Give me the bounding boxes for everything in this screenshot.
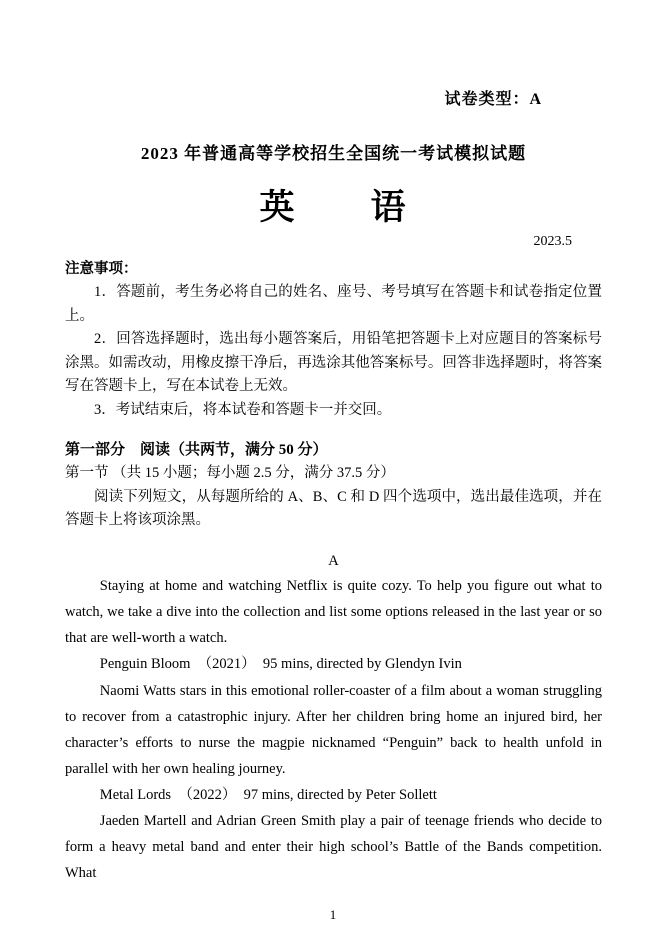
passage-intro-paragraph: Staying at home and watching Netflix is quite cozy. To help you figure out what to watch, we take a dive into the collection and list some options released in the last year or so that are well-worth a watch. [65,578,602,647]
movie-title-metal-lords: Metal Lords （2022） 97 mins, directed by Peter Sollett [99,786,437,803]
notice-item-2: 2．回答选择题时，选出每小题答案后，用铅笔把答题卡上对应题目的答案标号涂黑。如需改动，用橡皮擦干净后，再选涂其他答案标号。回答非选择题时，将答案写在答题卡上，写在本试卷上无效。 [65,331,602,395]
exam-date: 2023.5 [533,234,572,249]
movie-description-penguin-bloom: Naomi Watts stars in this emotional roller-coaster of a film about a woman struggling to recover from a catastrophic injury. After her children bring home an injured bird, her character’s efforts to nurse the magpie nicknamed “Penguin” back to health unfold in parallel with her own healing journey. [65,682,602,777]
exam-title: 2023 年普通高等学校招生全国统一考试模拟试题 [140,144,527,163]
part-one-heading: 第一部分 阅读（共两节，满分 50 分） [65,442,328,459]
movie-description-metal-lords: Jaeden Martell and Adrian Green Smith play a pair of teenage friends who decide to form a heavy metal band and enter their high school’s Battle of the Bands competition. What [65,812,602,882]
paper-type-label: 试卷类型：A [444,91,542,108]
passage-a-label: A [328,552,339,569]
section-one-heading: 第一节 （共 15 小题；每小题 2.5 分，满分 37.5 分） [65,465,395,482]
movie-title-penguin-bloom: Penguin Bloom （2021） 95 mins, directed by Glendyn Ivin [99,656,462,673]
notice-item-1: 1．答题前，考生务必将自己的姓名、座号、考号填写在答题卡和试卷指定位置上。 [65,284,602,324]
notice-heading: 注意事项： [65,261,138,277]
notice-item-3: 3．考试结束后，将本试卷和答题卡一并交回。 [94,401,392,418]
page-number: 1 [329,907,337,922]
subject-title: 英 语 [259,188,408,227]
reading-instructions: 阅读下列短文，从每题所给的 A、B、C 和 D 四个选项中，选出最佳选项，并在答题卡上将该项涂黑。 [65,488,602,528]
